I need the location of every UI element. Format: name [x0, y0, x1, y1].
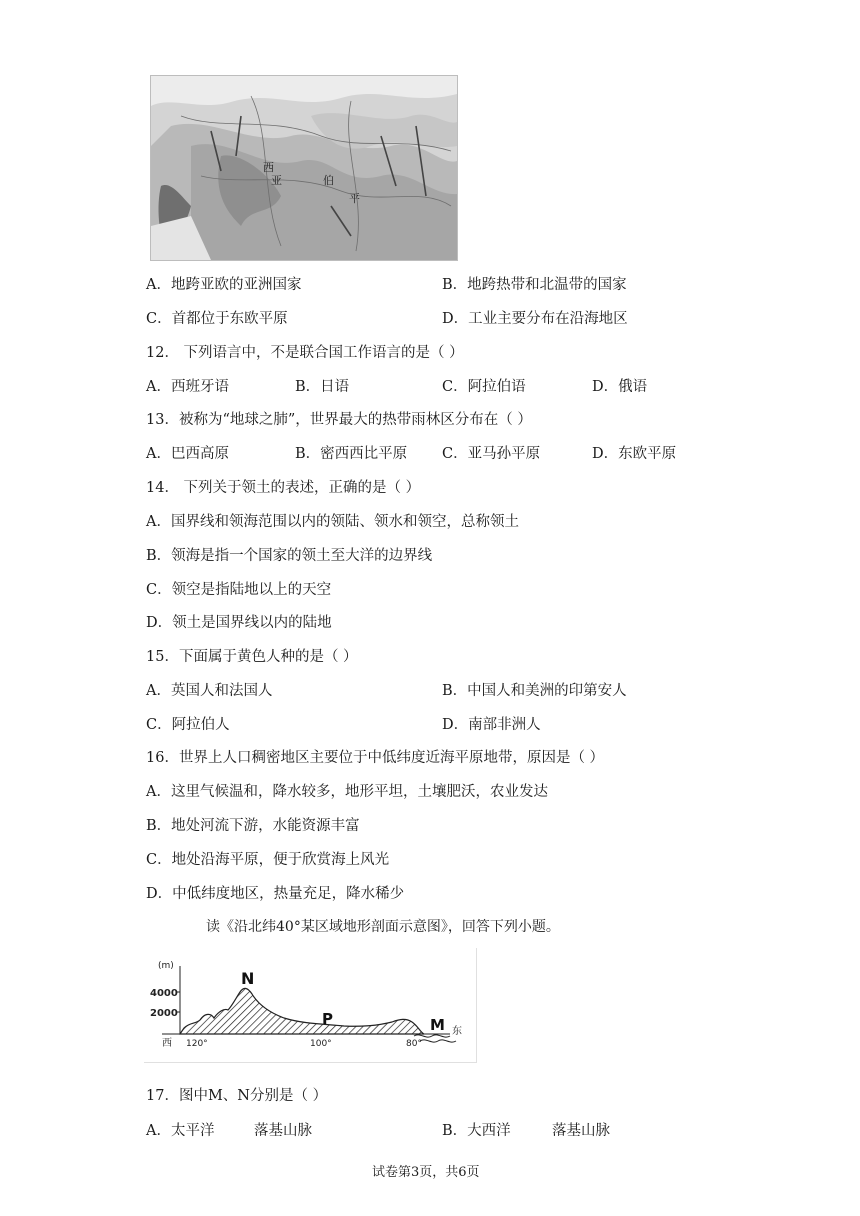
map-label-c: 伯	[323, 174, 334, 187]
profile-label-m: M	[430, 1016, 445, 1034]
reading-instruction: 读《沿北纬40°某区域地形剖面示意图》，回答下列小题。	[206, 919, 560, 935]
q13-option-a: A．巴西高原	[146, 446, 229, 462]
russia-map-image	[150, 75, 458, 261]
q14-option-c: C．领空是指陆地以上的天空	[146, 582, 332, 598]
map-label-b: 西	[263, 161, 274, 174]
profile-east-label: 东	[452, 1026, 462, 1037]
q12-option-c: C．阿拉伯语	[442, 379, 526, 395]
q16-option-c: C．地处沿海平原，便于欣赏海上风光	[146, 852, 390, 868]
profile-y-2000: 2000	[150, 1008, 178, 1019]
q15-option-d: D．南部非洲人	[442, 717, 541, 733]
q12-option-d: D．俄语	[592, 379, 648, 395]
q14-option-b: B．领海是指一个国家的领土至大洋的边界线	[146, 548, 433, 564]
q15-stem: 15．下面属于黄色人种的是（ ）	[146, 649, 358, 665]
profile-label-p: P	[322, 1010, 333, 1028]
q13-option-d: D．东欧平原	[592, 446, 677, 462]
q15-option-c: C．阿拉伯人	[146, 717, 230, 733]
map-label-d: 平	[349, 192, 360, 205]
q16-option-a: A．这里气候温和，降水较多，地形平坦，土壤肥沃，农业发达	[146, 784, 548, 800]
profile-x-120: 120°	[186, 1039, 208, 1049]
profile-y-4000: 4000	[150, 988, 178, 999]
q13-option-b: B．密西西比平原	[295, 446, 408, 462]
map-graphic	[151, 76, 457, 260]
q11-option-c: C．首都位于东欧平原	[146, 311, 288, 327]
terrain-profile-graphic	[144, 948, 476, 1062]
q12-option-b: B．日语	[295, 379, 350, 395]
q17-option-a-mountain: 落基山脉	[254, 1123, 312, 1139]
profile-west-label: 西	[162, 1038, 172, 1049]
terrain-profile-diagram	[144, 948, 477, 1063]
q14-stem: 14． 下列关于领土的表述，正确的是（ ）	[146, 480, 421, 496]
q12-stem: 12． 下列语言中，不是联合国工作语言的是（ ）	[146, 345, 464, 361]
q11-option-b: B．地跨热带和北温带的国家	[442, 277, 627, 293]
map-label-a: 亚	[271, 174, 282, 187]
q17-option-b-mountain: 落基山脉	[552, 1123, 610, 1139]
q11-option-d: D．工业主要分布在沿海地区	[442, 311, 628, 327]
q17-option-b-sea: B．大西洋	[442, 1123, 511, 1139]
q11-option-a: A．地跨亚欧的亚洲国家	[146, 277, 302, 293]
q15-option-a: A．英国人和法国人	[146, 683, 273, 699]
page-footer: 试卷第3页，共6页	[372, 1165, 480, 1180]
profile-unit-label: (m)	[158, 961, 174, 971]
q16-option-d: D．中低纬度地区，热量充足，降水稀少	[146, 886, 405, 902]
q15-option-b: B．中国人和美洲的印第安人	[442, 683, 627, 699]
q17-option-a-sea: A．太平洋	[146, 1123, 215, 1139]
profile-label-n: N	[241, 969, 255, 988]
q14-option-d: D．领土是国界线以内的陆地	[146, 615, 332, 631]
q13-option-c: C．亚马孙平原	[442, 446, 541, 462]
q16-stem: 16．世界上人口稠密地区主要位于中低纬度近海平原地带，原因是（ ）	[146, 750, 605, 766]
q17-stem: 17．图中M、N分别是（ ）	[146, 1088, 328, 1104]
q12-option-a: A．西班牙语	[146, 379, 229, 395]
q13-stem: 13．被称为“地球之肺”，世界最大的热带雨林区分布在（ ）	[146, 412, 532, 428]
q14-option-a: A．国界线和领海范围以内的领陆、领水和领空，总称领土	[146, 514, 519, 530]
q16-option-b: B．地处河流下游，水能资源丰富	[146, 818, 360, 834]
profile-x-100: 100°	[310, 1039, 332, 1049]
profile-x-80: 80°	[406, 1039, 422, 1049]
